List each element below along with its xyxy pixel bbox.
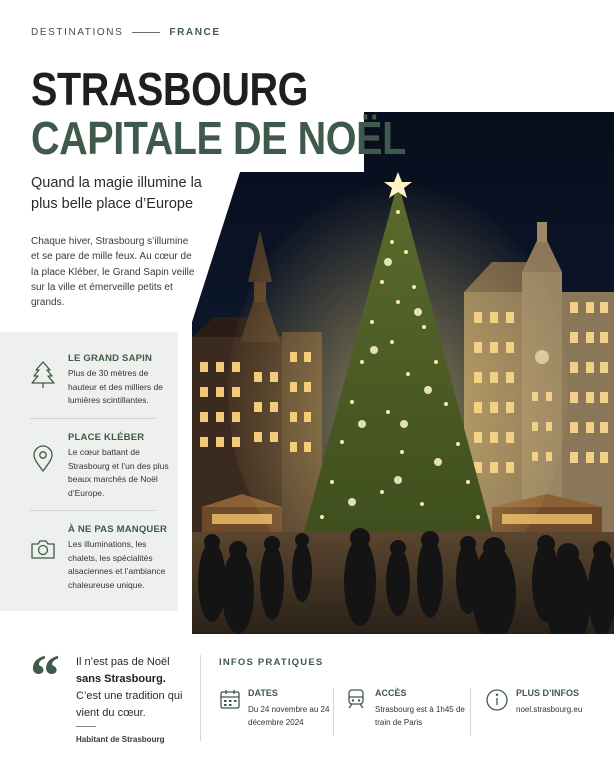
christmas-tree-photo bbox=[192, 112, 614, 634]
info-text: Strasbourg est à 1h45 de train de Paris bbox=[375, 705, 465, 727]
section-divider bbox=[200, 655, 201, 741]
breadcrumb-section[interactable]: DESTINATIONS bbox=[31, 27, 124, 38]
info-link[interactable]: noel.strasbourg.eu bbox=[516, 705, 583, 714]
location-pin-icon bbox=[30, 445, 56, 471]
quote-bold: sans Strasbourg. bbox=[76, 673, 166, 685]
quote-mark-icon: “ bbox=[30, 643, 60, 709]
breadcrumb-separator bbox=[132, 32, 160, 33]
quote-text bbox=[76, 654, 196, 722]
breadcrumb-country[interactable]: FRANCE bbox=[169, 27, 221, 38]
feature-text: Les illuminations, les chalets, les spécialités alsaciennes et l’ambiance chaleureuse unique. bbox=[68, 539, 166, 590]
quote-part2: C’est une tradition qui vient du cœur. bbox=[76, 690, 183, 719]
quote-author: Habitant de Strasbourg bbox=[76, 735, 165, 744]
info-text: Du 24 novembre au 24 décembre 2024 bbox=[248, 705, 330, 727]
page-title-line1: STRASBOURG bbox=[31, 63, 309, 115]
info-title: DATES bbox=[248, 688, 278, 698]
feature-title: À NE PAS MANQUER bbox=[68, 524, 168, 535]
page-title-line2: CAPITALE DE NOËL bbox=[31, 112, 406, 164]
train-icon bbox=[345, 688, 369, 712]
info-icon bbox=[485, 688, 509, 712]
intro-paragraph: Chaque hiver, Strasbourg s’illumine et se pare de mille feux. Au cœur de la place Kléber, le Grand Sapin veille sur la ville et émerveille petits et grands. bbox=[31, 236, 195, 309]
panel-divider bbox=[30, 510, 156, 511]
info-divider bbox=[333, 688, 334, 736]
quote-divider bbox=[76, 726, 96, 727]
feature-text: Plus de 30 mètres de hauteur et des milliers de lumières scintillantes. bbox=[68, 368, 163, 405]
highlights-panel bbox=[0, 332, 178, 611]
camera-icon bbox=[30, 537, 56, 563]
page-subtitle: Quand la magie illumine la plus belle place d’Europe bbox=[31, 175, 202, 212]
feature-title: PLACE KLÉBER bbox=[68, 432, 145, 443]
panel-divider bbox=[30, 418, 156, 419]
feature-title: LE GRAND SAPIN bbox=[68, 353, 153, 364]
calendar-icon bbox=[219, 688, 243, 712]
feature-text: Le cœur battant de Strasbourg et l’un des plus beaux marchés de Noël d’Europe. bbox=[68, 447, 169, 498]
infos-title: INFOS PRATIQUES bbox=[219, 657, 324, 668]
breadcrumb bbox=[31, 27, 221, 38]
info-divider bbox=[470, 688, 471, 736]
tree-icon bbox=[30, 360, 56, 386]
quote-part1: Il n’est pas de Noël bbox=[76, 656, 170, 668]
info-title: ACCÈS bbox=[375, 688, 407, 698]
info-title: PLUS D’INFOS bbox=[516, 688, 580, 698]
